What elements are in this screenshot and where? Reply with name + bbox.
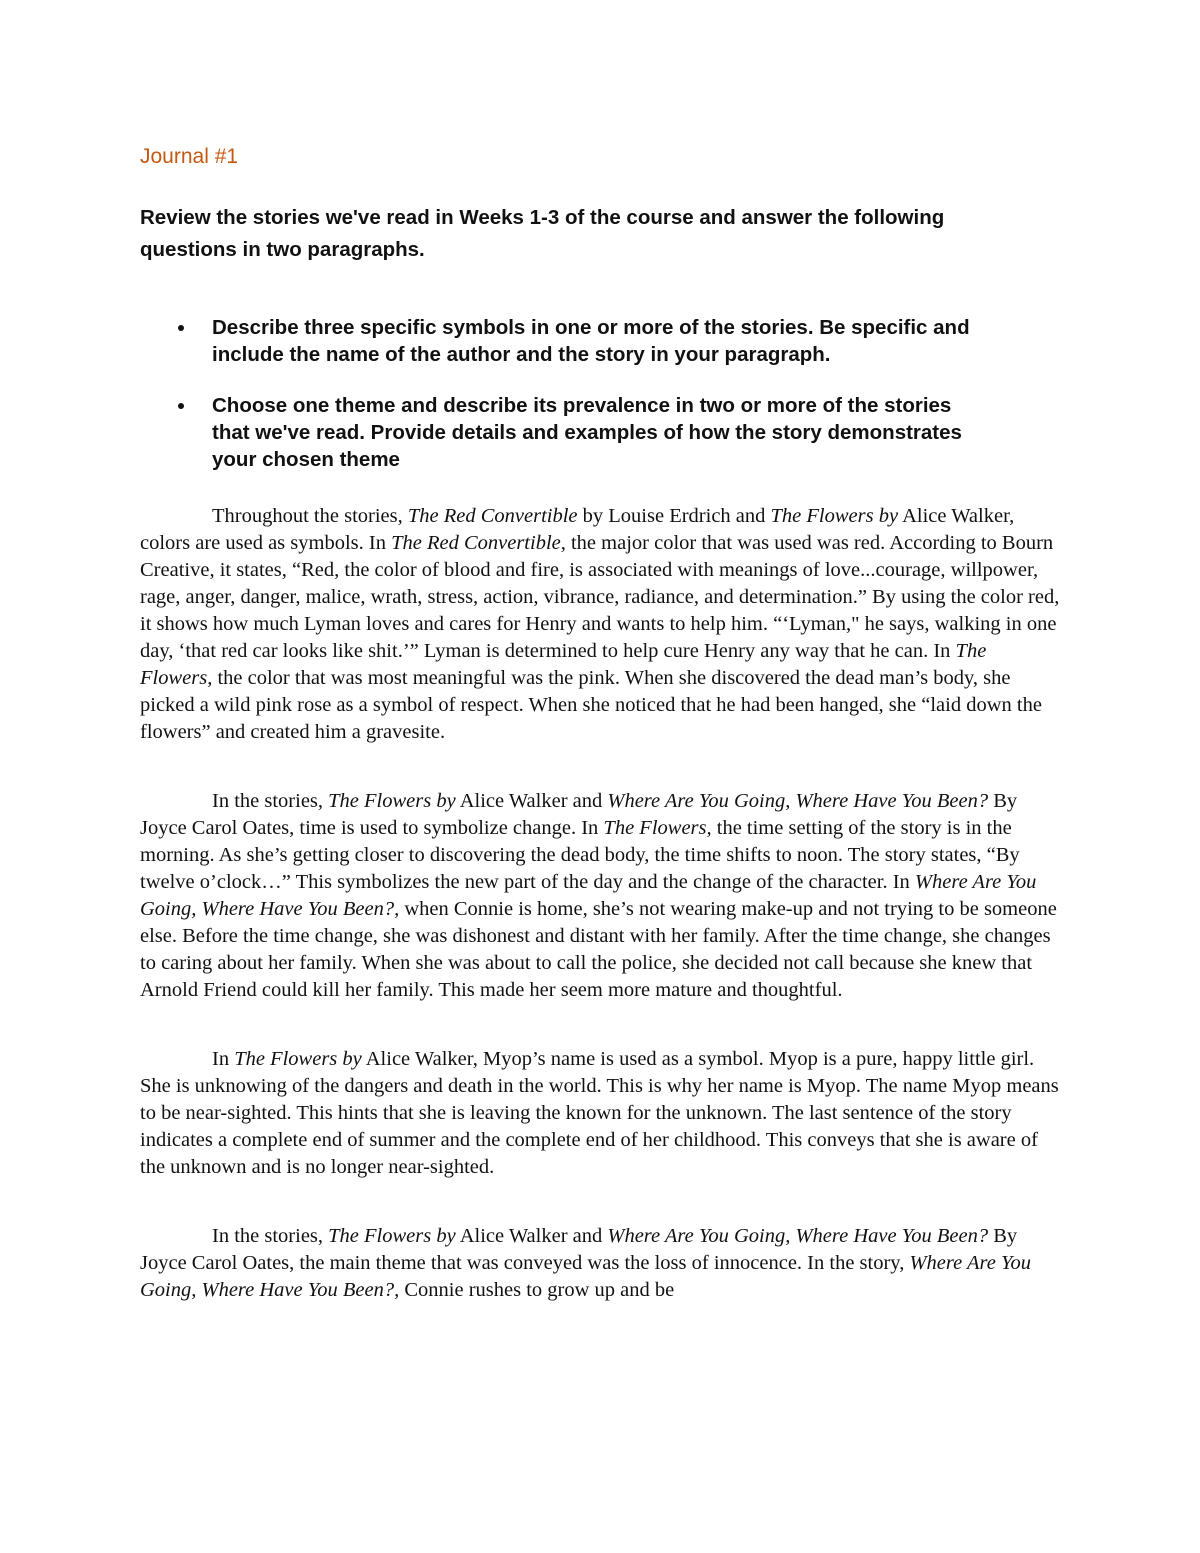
question-list	[140, 314, 1060, 473]
body-text: Alice Walker and	[455, 790, 608, 812]
question-item	[140, 314, 992, 368]
story-title-text: The Flowers,	[603, 817, 712, 839]
body-text: By Joyce Carol Oates, time is used to symbolize change. In	[140, 790, 1018, 839]
story-title-text: The Flowers by	[234, 1048, 362, 1070]
question-text: Describe three specific symbols in one or more of the stories. Be specific and include the name of the author and the story in your paragraph.	[212, 316, 970, 366]
story-title-text: The Red Convertible	[407, 505, 578, 527]
body-text: Throughout the stories,	[212, 505, 408, 527]
body-text: In the stories,	[212, 790, 329, 812]
document-content	[140, 143, 1060, 1346]
assignment-prompt: Review the stories we've read in Weeks 1-3 of the course and answer the following questions in two paragraphs.	[140, 206, 945, 261]
body-text: the major color that was used was red. According to Bourn Creative, it states, “Red, the color of blood and fire, is associated with meanings of love...courage, willpower, rage, anger, danger, malice, wrath, stress, action, vibrance, radiance, and determination.” By using the color red, it shows how much Lyman loves and cares for Henry and wants to help him. “‘Lyman," he says, walking in one day, ‘that red car looks like shit.’” Lyman is determined to help cure Henry any way that he can. In	[140, 532, 1060, 662]
body-text: Alice Walker, Myop’s name is used as a symbol. Myop is a pure, happy little girl. She is unknowing of the dangers and death in the world. This is why her name is Myop. The name Myop means to be near-sighted. This hints that she is leaving the known for the unknown. The last sentence of the story indicates a complete end of summer and the complete end of her childhood. This conveys that she is aware of the unknown and is no longer near-sighted.	[140, 1048, 1059, 1178]
story-title-text: The Red Convertible,	[391, 532, 566, 554]
question-item	[140, 392, 992, 473]
body-text: the color that was most meaningful was the pink. When she discovered the dead man’s body, she picked a wild pink rose as a symbol of respect. When she noticed that he had been hanged, she “laid down the flowers” and created him a gravesite.	[140, 667, 1042, 743]
body-text: by Louise Erdrich and	[577, 505, 771, 527]
body-text: In	[212, 1048, 235, 1070]
essay-paragraph	[140, 1223, 1060, 1304]
story-title-text: The Flowers by	[328, 1225, 456, 1247]
body-text: In the stories,	[212, 1225, 329, 1247]
essay-paragraph	[140, 788, 1060, 1004]
bullet-icon	[178, 403, 184, 409]
body-text: the time setting of the story is in the morning. As she’s getting closer to discovering the dead body, the time shifts to noon. The story states, “By twelve o’clock…” This symbolizes the new part of the day and the change of the character. In	[140, 817, 1020, 893]
story-title-text: The Flowers,	[140, 640, 987, 689]
story-title-text: The Flowers by	[328, 790, 456, 812]
story-title-text: Where Are You Going, Where Have You Been?,	[140, 1252, 1031, 1301]
body-text: Alice Walker, colors are used as symbols. In	[140, 505, 1015, 554]
body-text: Connie rushes to grow up and be	[399, 1279, 675, 1301]
bullet-icon	[178, 325, 184, 331]
body-text: By Joyce Carol Oates, the main theme that was conveyed was the loss of innocence. In the story,	[140, 1225, 1018, 1274]
essay-paragraph	[140, 1046, 1060, 1181]
story-title-text: Where Are You Going, Where Have You Been?,	[140, 871, 1037, 920]
essay-paragraph	[140, 503, 1060, 746]
body-text: when Connie is home, she’s not wearing make-up and not trying to be someone else. Before the time change, she was dishonest and distant with her family. After the time change, she changes to caring about her family. When she was about to call the police, she decided not call because she knew that Arnold Friend could kill her family. This made her seem more mature and thoughtful.	[140, 898, 1057, 1001]
body-text: Alice Walker and	[455, 1225, 608, 1247]
story-title-text: The Flowers by	[770, 505, 899, 527]
essay-body	[140, 503, 1060, 1304]
question-text: Choose one theme and describe its prevalence in two or more of the stories that we've read. Provide details and examples of how the story demonstrates your chosen theme	[212, 394, 962, 471]
story-title-text: Where Are You Going, Where Have You Been?	[607, 790, 989, 812]
journal-title: Journal #1	[140, 145, 239, 168]
story-title-text: Where Are You Going, Where Have You Been?	[607, 1225, 989, 1247]
